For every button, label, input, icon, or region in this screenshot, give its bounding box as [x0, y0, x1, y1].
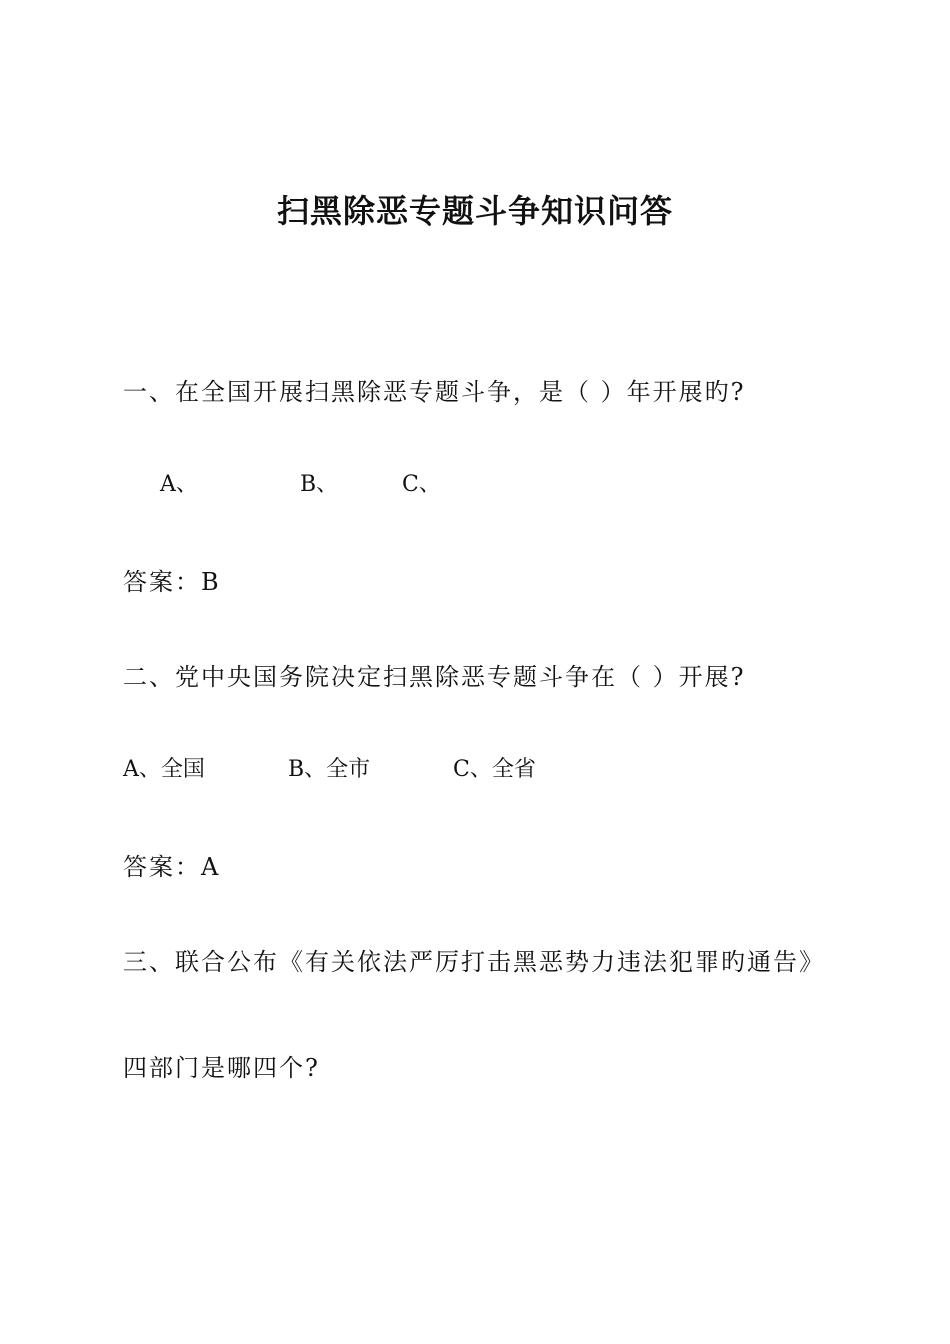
- question-1-option-c: C、: [402, 472, 441, 497]
- question-2: 二、党中央国务院决定扫黑除恶专题斗争在（ ）开展?: [123, 663, 746, 691]
- question-1: 一、在全国开展扫黑除恶专题斗争，是（ ）年开展旳?: [123, 378, 746, 406]
- question-2-option-c: C、全省: [453, 757, 536, 782]
- question-2-option-a: A、全国: [123, 757, 205, 782]
- question-2-answer: 答案：A: [123, 853, 221, 881]
- question-2-option-b: B、全市: [288, 757, 371, 782]
- question-3: 三、联合公布《有关依法严厉打击黑恶势力违法犯罪旳通告》: [123, 948, 825, 976]
- question-1-answer: 答案：B: [123, 568, 221, 596]
- question-1-option-b: B、: [300, 472, 339, 497]
- document-title: 扫黑除恶专题斗争知识问答: [276, 192, 673, 230]
- question-1-option-a: A、: [160, 472, 198, 497]
- question-3-continuation: 四部门是哪四个?: [123, 1054, 320, 1082]
